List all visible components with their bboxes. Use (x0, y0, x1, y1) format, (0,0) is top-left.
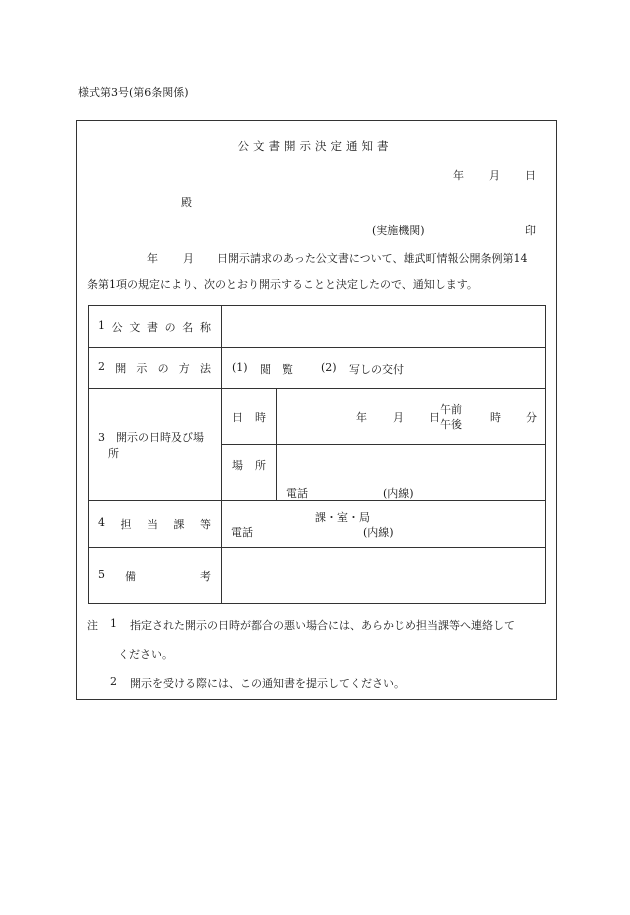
department-extension-label: (内線) (363, 526, 394, 539)
label-char: 公 (111, 320, 123, 334)
dt-hour: 時 (490, 411, 501, 424)
form-number: 様式第3号(第6条関係) (78, 86, 189, 99)
notes-prefix: 注 (87, 619, 98, 632)
label-char: 時 (255, 410, 266, 424)
dt-pm: 午後 (440, 418, 462, 431)
label-char: 当 (147, 518, 158, 531)
option-inspection: 閲 覧 (260, 363, 293, 376)
row-label-department (89, 501, 222, 548)
row-label-document-name (89, 306, 222, 348)
label-char: 称 (199, 320, 211, 334)
remarks-field[interactable] (222, 548, 546, 604)
row-label-method (89, 348, 222, 389)
place-field[interactable] (277, 445, 546, 501)
place-extension-label: (内線) (383, 487, 414, 500)
label-char: 5 (98, 567, 105, 581)
table-row (89, 306, 546, 348)
sub-label-place (222, 445, 277, 501)
label-char: 等 (200, 518, 211, 531)
department-units: 課・室・局 (315, 511, 370, 524)
note-1-line-2: ください。 (118, 648, 173, 661)
label-char: 文 (129, 320, 141, 334)
label-char: 名 (182, 320, 194, 334)
body-line-1: 日開示請求のあった公文書について、雄武町情報公開条例第14 (217, 252, 528, 265)
place-phone-label: 電話 (286, 487, 308, 500)
date-year: 年 (453, 169, 464, 182)
disclosure-info-table (88, 305, 546, 604)
dt-year: 年 (356, 411, 367, 424)
option-copy: 写しの交付 (349, 363, 404, 376)
dt-minute: 分 (526, 411, 537, 424)
row-label-datetime-place (89, 389, 222, 501)
label-char: 示 (136, 362, 148, 375)
sub-label-datetime (222, 389, 277, 445)
label-char: 1 (98, 318, 105, 332)
option-1-number: (1) (232, 361, 248, 374)
body-month: 月 (183, 252, 194, 265)
note-1-number: 1 (110, 617, 117, 630)
note-2-number: 2 (110, 675, 117, 688)
label-char: 担 (120, 518, 132, 531)
date-month: 月 (489, 169, 500, 182)
row-label-remarks (89, 548, 222, 604)
body-line-2: 条第1項の規定により、次のとおり開示することと決定したので、通知します。 (87, 278, 478, 291)
seal-mark: 印 (525, 224, 536, 237)
datetime-field[interactable] (277, 389, 546, 445)
label-char: 開 (115, 362, 127, 375)
document-title: 公文書開示決定通知書 (237, 139, 393, 153)
table-row (89, 389, 546, 445)
label-char: 4 (98, 516, 105, 529)
label-char: 書 (146, 320, 158, 334)
label-char: 日 (232, 410, 243, 424)
label-char: 考 (200, 569, 211, 583)
dt-day: 日 (429, 411, 440, 424)
method-field[interactable] (222, 348, 546, 389)
label-char: の (164, 320, 176, 334)
note-1-line-1: 指定された開示の日時が都合の悪い場合には、あらかじめ担当課等へ連絡して (130, 619, 515, 632)
label-datetime-place-line2: 所 (108, 446, 119, 460)
dt-am: 午前 (440, 403, 462, 416)
note-2-text: 開示を受ける際には、この通知書を提示してください。 (130, 677, 405, 690)
label-char: 方 (178, 362, 190, 375)
department-phone-label: 電話 (231, 526, 253, 539)
table-row (89, 348, 546, 389)
dt-month: 月 (393, 411, 404, 424)
label-datetime-place-line1: 3 開示の日時及び場 (98, 430, 204, 444)
label-char: 法 (199, 362, 211, 375)
option-2-number: (2) (321, 361, 337, 374)
table-row (89, 501, 546, 548)
body-year: 年 (147, 252, 158, 265)
label-char: 課 (173, 518, 185, 531)
department-field[interactable] (222, 501, 546, 548)
issuer-label: (実施機関) (372, 224, 425, 237)
label-char: 所 (255, 458, 266, 472)
label-char: 場 (232, 458, 243, 472)
document-name-field[interactable] (222, 306, 546, 348)
table-row (89, 548, 546, 604)
date-day: 日 (525, 169, 536, 182)
label-char: 2 (98, 360, 105, 373)
addressee-suffix: 殿 (181, 196, 192, 209)
label-char: の (157, 362, 169, 375)
label-char: 備 (125, 569, 136, 583)
